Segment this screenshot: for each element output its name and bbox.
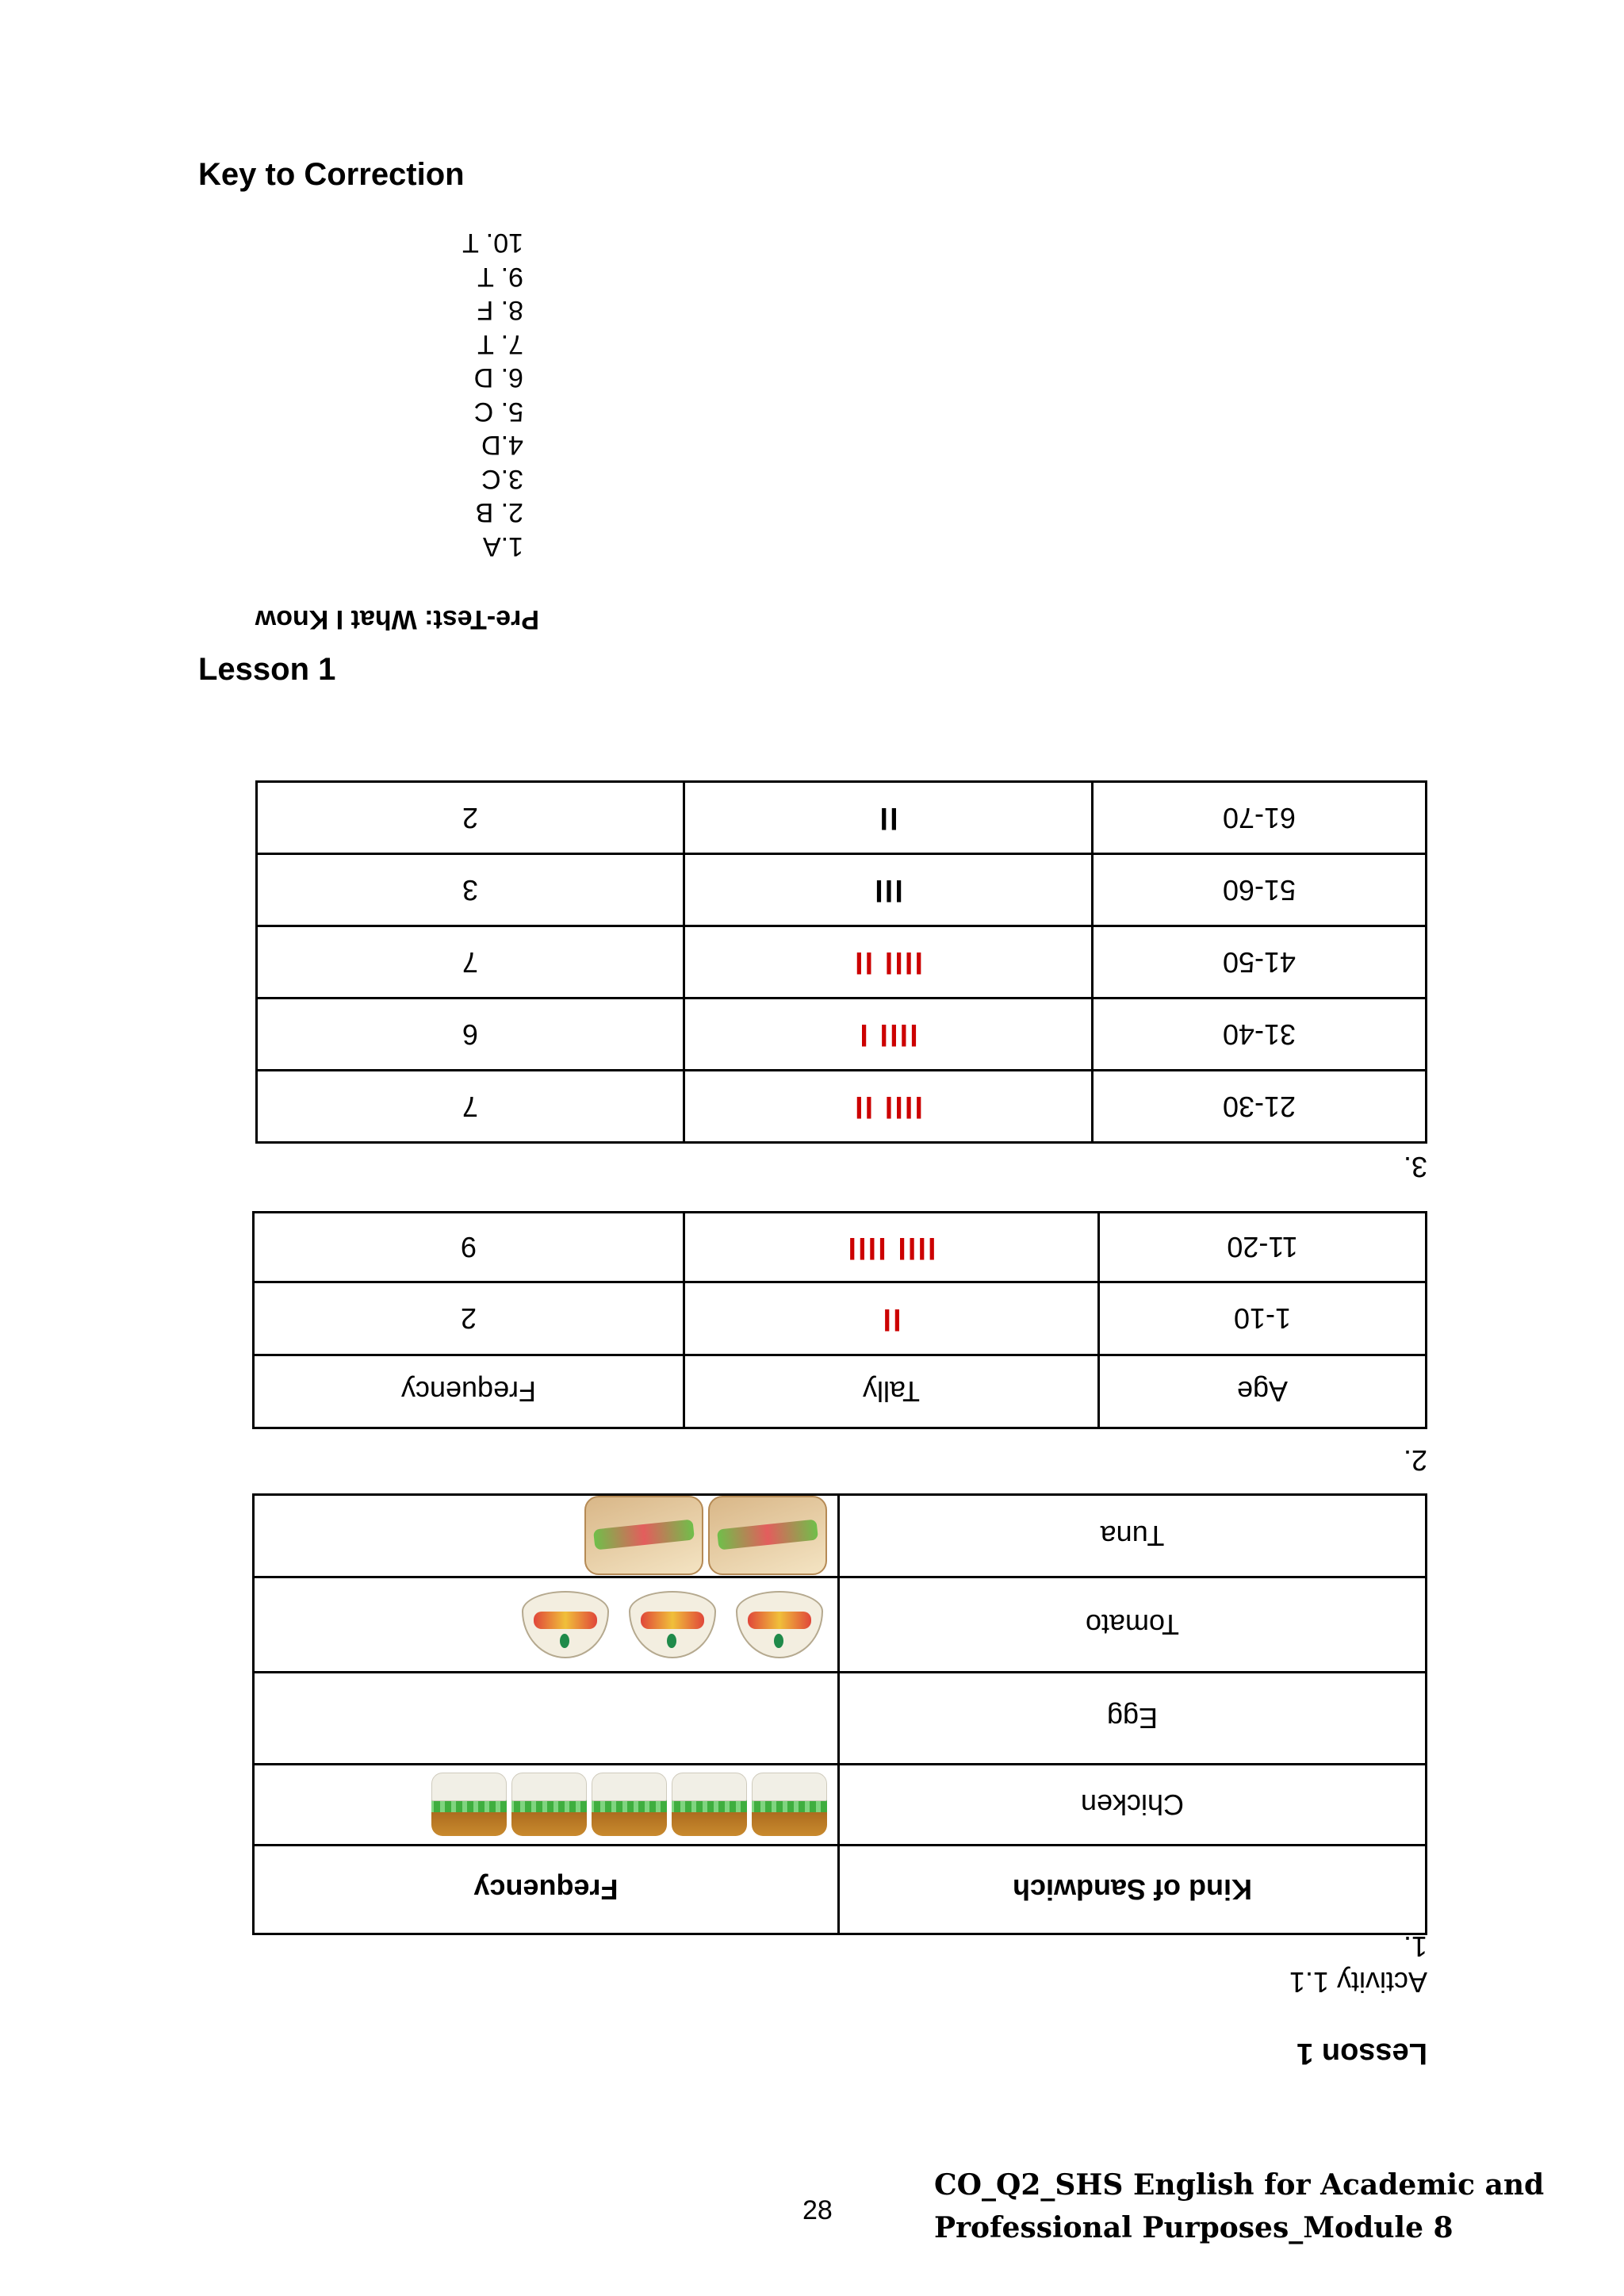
- tuna-sandwich-icon: [708, 1497, 827, 1576]
- pretest-answer-list: [462, 226, 523, 563]
- frequency-cell: 7: [257, 926, 684, 999]
- frequency-cell: 6: [257, 999, 684, 1071]
- age-tally-table-continued: [255, 780, 1427, 1144]
- chicken-sandwich-icon: [592, 1773, 667, 1837]
- table-row: [254, 1673, 1427, 1765]
- sandwich-table: [252, 1493, 1427, 1935]
- age-cell: 61-70: [1093, 782, 1427, 854]
- activity-label: Activity 1.1: [1289, 1966, 1427, 1999]
- page-title: Key to Correction: [198, 157, 465, 192]
- tally-cell: lll: [684, 854, 1093, 926]
- frequency-icons-cell: [254, 1495, 839, 1577]
- age-cell: 31-40: [1093, 999, 1427, 1071]
- footer-module-title: [934, 2164, 1544, 2249]
- item-2-label: 2.: [1403, 1444, 1427, 1477]
- table-row: [257, 1071, 1427, 1143]
- tally-cell: llll ll: [684, 1071, 1093, 1143]
- item-1-label: 1.: [1403, 1930, 1427, 1963]
- kind-cell: Chicken: [839, 1765, 1427, 1846]
- table-row: [257, 926, 1427, 999]
- kind-cell: Tomato: [839, 1577, 1427, 1673]
- tuna-sandwich-icon: [584, 1497, 703, 1576]
- answer-item: 10. T: [462, 228, 523, 259]
- chicken-sandwich-icon: [672, 1773, 747, 1837]
- pretest-section: [238, 222, 539, 634]
- answer-item: 5. C: [473, 397, 523, 427]
- age-cell: 51-60: [1093, 854, 1427, 926]
- frequency-icons-cell: [254, 1577, 839, 1673]
- answer-item: 1.A: [482, 531, 523, 562]
- tally-cell: llll llll: [684, 1213, 1099, 1282]
- answer-item: 3.C: [481, 464, 523, 494]
- table-row: [257, 782, 1427, 854]
- answer-item: 7. T: [477, 329, 523, 359]
- age-cell: 21-30: [1093, 1071, 1427, 1143]
- kind-cell: Egg: [839, 1673, 1427, 1765]
- header-frequency: Frequency: [254, 1846, 839, 1934]
- header-age: Age: [1099, 1355, 1427, 1428]
- kind-cell: Tuna: [839, 1495, 1427, 1577]
- tomato-sandwich-icon: [732, 1587, 827, 1662]
- age-cell: 11-20: [1099, 1213, 1427, 1282]
- answer-item: 4.D: [481, 430, 523, 461]
- frequency-cell: 2: [254, 1282, 684, 1355]
- footer-line-1: CO_Q2_SHS English for Academic and: [934, 2168, 1545, 2202]
- header-tally: Tally: [684, 1355, 1099, 1428]
- lesson-label: Lesson 1: [1297, 2037, 1427, 2070]
- header-kind: Kind of Sandwich: [839, 1846, 1427, 1934]
- age-cell: 41-50: [1093, 926, 1427, 999]
- table-row: [257, 854, 1427, 926]
- item-3-label: 3.: [1403, 1151, 1427, 1183]
- table-row: [257, 999, 1427, 1071]
- frequency-cell: 9: [254, 1213, 684, 1282]
- tally-cell: llll l: [684, 999, 1093, 1071]
- lesson-answers-rotated: [198, 730, 1427, 2094]
- frequency-cell: 2: [257, 782, 684, 854]
- frequency-icons-cell: [254, 1673, 839, 1765]
- frequency-cell: 7: [257, 1071, 684, 1143]
- table-row: [254, 1282, 1427, 1355]
- table-row: [254, 1577, 1427, 1673]
- age-tally-table: [252, 1211, 1427, 1429]
- tally-cell: llll ll: [684, 926, 1093, 999]
- tomato-sandwich-icon: [625, 1587, 720, 1662]
- page-number: 28: [802, 2195, 833, 2225]
- chicken-sandwich-icon: [752, 1773, 827, 1837]
- pretest-title: Pre-Test: What I Know: [255, 604, 539, 634]
- answer-item: 9. T: [477, 262, 523, 292]
- footer-line-2: Professional Purposes_Module 8: [934, 2211, 1454, 2244]
- table-row: [254, 1213, 1427, 1282]
- frequency-cell: 3: [257, 854, 684, 926]
- chicken-sandwich-icon: [511, 1773, 587, 1837]
- tally-cell: ll: [684, 1282, 1099, 1355]
- header-frequency: Frequency: [254, 1355, 684, 1428]
- answer-item: 8. F: [477, 295, 523, 326]
- lesson-heading: Lesson 1: [198, 652, 336, 687]
- chicken-sandwich-icon: [431, 1773, 507, 1837]
- frequency-icons-cell: [254, 1765, 839, 1846]
- tally-cell: ll: [684, 782, 1093, 854]
- age-cell: 1-10: [1099, 1282, 1427, 1355]
- answer-item: 6. D: [473, 362, 523, 393]
- answer-item: 2. B: [475, 497, 523, 528]
- table-row: [254, 1495, 1427, 1577]
- table-row: [254, 1765, 1427, 1846]
- tomato-sandwich-icon: [518, 1587, 613, 1662]
